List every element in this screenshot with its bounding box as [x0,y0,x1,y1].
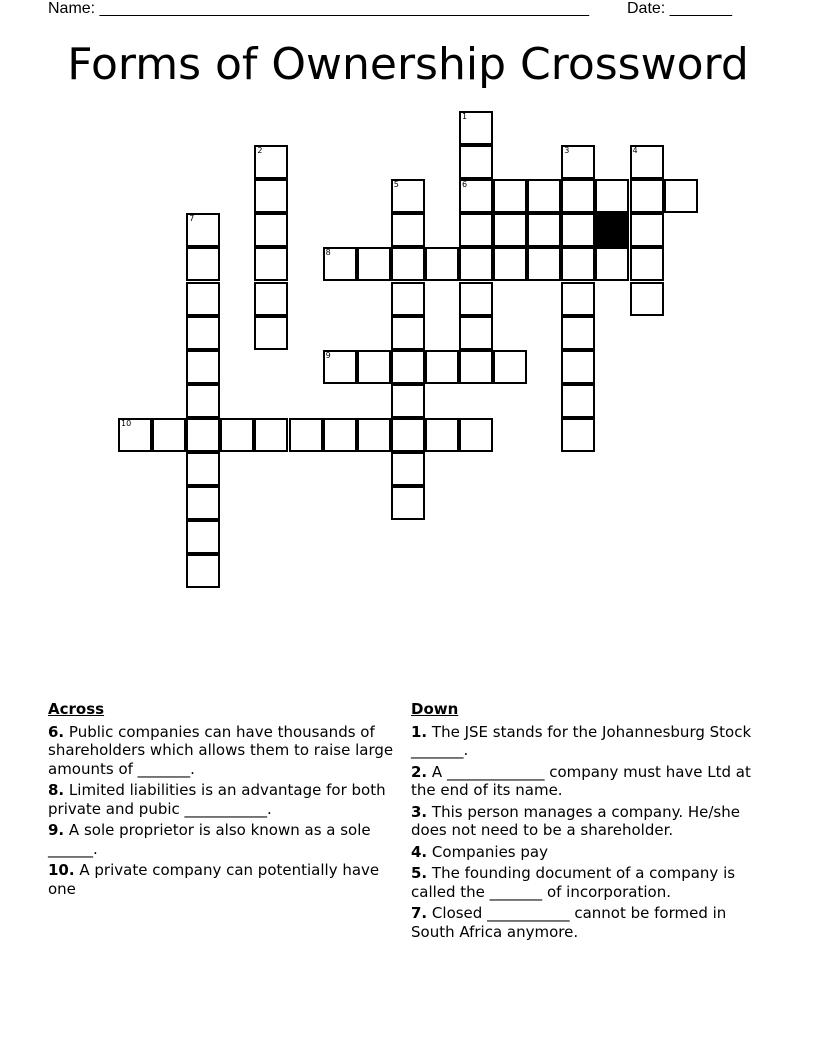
cell-number: 4 [632,146,638,156]
grid-cell[interactable] [527,213,561,247]
across-clues [48,700,403,901]
grid-cell[interactable] [391,247,425,281]
clue-number: 1. [411,722,428,741]
cell-number: 6 [462,180,468,190]
grid-cell[interactable] [664,179,698,213]
grid-cell[interactable] [459,247,493,281]
clue-across-6 [48,723,403,779]
page-title: Forms of Ownership Crossword [67,39,749,90]
grid-cell[interactable] [493,247,527,281]
grid-cell[interactable] [186,418,220,452]
grid-cell[interactable] [630,247,664,281]
grid-cell[interactable] [630,145,664,179]
grid-cell[interactable] [493,179,527,213]
clue-down-7 [411,904,771,941]
grid-cell[interactable] [220,418,254,452]
grid-cell[interactable] [493,350,527,384]
grid-cell[interactable] [630,213,664,247]
clue-text: Limited liabilities is an advantage for both private and pubic ___________. [48,781,386,818]
grid-cell[interactable] [561,179,595,213]
clue-down-5 [411,864,771,901]
grid-cell[interactable] [527,247,561,281]
grid-cell[interactable] [561,145,595,179]
grid-cell[interactable] [561,316,595,350]
grid-cell[interactable] [459,418,493,452]
grid-cell[interactable] [254,213,288,247]
grid-cell[interactable] [630,282,664,316]
grid-cell[interactable] [561,247,595,281]
grid-cell[interactable] [630,179,664,213]
grid-cell[interactable] [391,486,425,520]
grid-cell[interactable] [391,384,425,418]
clue-number: 4. [411,842,428,861]
grid-cell[interactable] [186,316,220,350]
cell-number: 8 [325,248,331,258]
grid-cell[interactable] [186,384,220,418]
grid-cell[interactable] [459,213,493,247]
grid-cell[interactable] [186,213,220,247]
clue-down-4 [411,843,771,862]
grid-cell[interactable] [391,316,425,350]
grid-cell[interactable] [186,554,220,588]
cell-number: 2 [257,146,263,156]
grid-cell[interactable] [254,418,288,452]
clue-down-1 [411,723,771,760]
cell-number: 5 [393,180,399,190]
clue-down-2 [411,763,771,800]
grid-cell[interactable] [323,418,357,452]
grid-cell[interactable] [391,350,425,384]
clue-text: Closed ___________ cannot be formed in South Africa anymore. [411,904,727,941]
grid-cell[interactable] [323,247,357,281]
clue-down-3 [411,803,771,840]
name-field-label: Name: _______________________________________________________ [48,0,589,17]
down-clues [411,700,771,944]
grid-cell[interactable] [595,179,629,213]
grid-cell[interactable] [186,350,220,384]
grid-cell[interactable] [561,282,595,316]
grid-cell[interactable] [186,282,220,316]
clue-number: 5. [411,864,428,882]
grid-cell[interactable] [289,418,323,452]
black-cell [595,213,629,247]
grid-cell[interactable] [459,179,493,213]
grid-cell[interactable] [459,145,493,179]
grid-cell[interactable] [459,111,493,145]
clue-across-8 [48,781,403,818]
cell-number: 9 [325,350,331,360]
clue-number: 9. [48,821,65,839]
cell-number: 3 [564,146,570,156]
grid-cell[interactable] [186,520,220,554]
grid-cell[interactable] [357,247,391,281]
grid-cell[interactable] [391,418,425,452]
clue-text: Public companies can have thousands of shareholders which allows them to raise large amounts of _______. [48,722,394,778]
clue-text: The founding document of a company is called the _______ of incorporation. [411,864,736,901]
grid-cell[interactable] [561,384,595,418]
grid-cell[interactable] [391,179,425,213]
clue-text: A _____________ company must have Ltd at the end of its name. [411,762,751,799]
grid-cell[interactable] [425,247,459,281]
clue-across-10 [48,861,403,898]
grid-cell[interactable] [493,213,527,247]
grid-cell[interactable] [254,179,288,213]
grid-cell[interactable] [186,452,220,486]
clue-across-9 [48,821,403,858]
cell-number: 10 [121,418,132,428]
grid-cell[interactable] [118,418,152,452]
grid-cell[interactable] [561,418,595,452]
grid-cell[interactable] [152,418,186,452]
clue-text: This person manages a company. He/she does not need to be a shareholder. [411,802,740,839]
grid-cell[interactable] [254,316,288,350]
grid-cell[interactable] [425,418,459,452]
clue-text: A private company can potentially have one [48,861,380,898]
grid-cell[interactable] [323,350,357,384]
grid-cell[interactable] [186,486,220,520]
down-heading: Down [411,700,459,718]
clue-number: 2. [411,762,428,781]
grid-cell[interactable] [459,316,493,350]
grid-cell[interactable] [459,282,493,316]
grid-cell[interactable] [254,247,288,281]
clue-text: The JSE stands for the Johannesburg Stock _______. [411,722,752,759]
grid-cell[interactable] [357,418,391,452]
grid-cell[interactable] [391,452,425,486]
clue-text: A sole proprietor is also known as a sole ______. [48,821,371,858]
clue-number: 8. [48,781,65,799]
grid-cell[interactable] [425,350,459,384]
grid-cell[interactable] [561,350,595,384]
grid-cell[interactable] [357,350,391,384]
grid-cell[interactable] [391,213,425,247]
grid-cell[interactable] [561,213,595,247]
grid-cell[interactable] [595,247,629,281]
date-field-label: Date: _______ [627,0,732,17]
across-heading: Across [48,700,105,718]
grid-cell[interactable] [254,145,288,179]
clue-number: 7. [411,904,428,922]
grid-cell[interactable] [527,179,561,213]
cell-number: 7 [189,214,195,224]
clue-number: 10. [48,861,75,879]
grid-cell[interactable] [391,282,425,316]
grid-cell[interactable] [186,247,220,281]
clue-number: 6. [48,722,65,741]
clue-number: 3. [411,802,428,821]
grid-cell[interactable] [459,350,493,384]
clue-text: Companies pay [431,842,548,861]
grid-cell[interactable] [254,282,288,316]
cell-number: 1 [462,112,468,121]
